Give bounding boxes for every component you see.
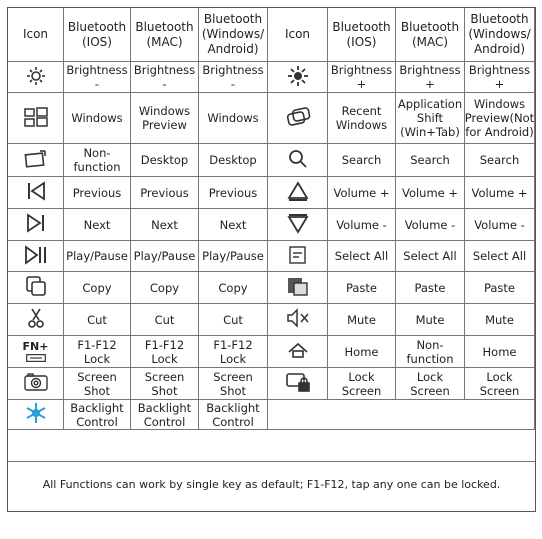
function-ios-cell: Windows bbox=[64, 93, 131, 144]
function-win-cell: Cut bbox=[199, 304, 268, 336]
function-win-cell: Volume + bbox=[465, 177, 535, 209]
function-mac-cell: Windows Preview bbox=[131, 93, 199, 144]
icon-cell bbox=[8, 272, 64, 304]
icon-cell bbox=[8, 336, 64, 368]
header-column-label: Bluetooth (Windows/ Android) bbox=[199, 8, 268, 62]
function-win-cell: Copy bbox=[199, 272, 268, 304]
function-win-cell: Backlight Control bbox=[199, 400, 268, 430]
function-mac-cell: Previous bbox=[131, 177, 199, 209]
icon-cell bbox=[268, 304, 328, 336]
function-mac-cell: Lock Screen bbox=[396, 368, 465, 400]
function-ios-cell: Volume + bbox=[328, 177, 396, 209]
function-ios-cell: Screen Shot bbox=[64, 368, 131, 400]
next-icon bbox=[23, 212, 49, 237]
function-mac-cell: Backlight Control bbox=[131, 400, 199, 430]
function-mac-cell: Screen Shot bbox=[131, 368, 199, 400]
function-ios-cell: Search bbox=[328, 144, 396, 177]
volume-up-icon bbox=[285, 180, 311, 205]
function-win-cell: Next bbox=[199, 209, 268, 241]
icon-cell bbox=[8, 400, 64, 430]
function-win-cell: Play/Pause bbox=[199, 241, 268, 272]
empty-cell bbox=[268, 400, 535, 430]
function-ios-cell: F1-F12 Lock bbox=[64, 336, 131, 368]
icon-cell bbox=[268, 336, 328, 368]
backlight-icon bbox=[23, 402, 49, 427]
function-mac-cell: Application Shift (Win+Tab) bbox=[396, 93, 465, 144]
header-column-label: Bluetooth (Windows/ Android) bbox=[465, 8, 535, 62]
function-mac-cell: Non- function bbox=[396, 336, 465, 368]
function-win-cell: Paste bbox=[465, 272, 535, 304]
function-key-table bbox=[7, 7, 536, 512]
function-win-cell: Windows bbox=[199, 93, 268, 144]
table-grid bbox=[8, 8, 535, 539]
function-mac-cell: Select All bbox=[396, 241, 465, 272]
function-ios-cell: Recent Windows bbox=[328, 93, 396, 144]
function-ios-cell: Lock Screen bbox=[328, 368, 396, 400]
function-win-cell: Mute bbox=[465, 304, 535, 336]
recent-windows-icon bbox=[285, 106, 311, 131]
function-mac-cell: Search bbox=[396, 144, 465, 177]
function-mac-cell: Paste bbox=[396, 272, 465, 304]
function-ios-cell: Non- function bbox=[64, 144, 131, 177]
icon-cell bbox=[268, 62, 328, 93]
icon-cell bbox=[268, 177, 328, 209]
function-mac-cell: Play/Pause bbox=[131, 241, 199, 272]
function-win-cell: Screen Shot bbox=[199, 368, 268, 400]
function-ios-cell: Select All bbox=[328, 241, 396, 272]
function-win-cell: Lock Screen bbox=[465, 368, 535, 400]
icon-cell bbox=[268, 272, 328, 304]
function-ios-cell: Previous bbox=[64, 177, 131, 209]
volume-down-icon bbox=[285, 212, 311, 237]
icon-cell bbox=[8, 144, 64, 177]
icon-cell bbox=[268, 93, 328, 144]
header-column-label: Bluetooth (MAC) bbox=[131, 8, 199, 62]
copy-icon bbox=[23, 275, 49, 300]
paste-icon bbox=[285, 275, 311, 300]
function-ios-cell: Mute bbox=[328, 304, 396, 336]
function-mac-cell: Desktop bbox=[131, 144, 199, 177]
screenshot-icon bbox=[23, 371, 49, 396]
function-ios-cell: Brightness + bbox=[328, 62, 396, 93]
function-win-cell: F1-F12 Lock bbox=[199, 336, 268, 368]
header-icon-label: Icon bbox=[8, 8, 64, 62]
function-win-cell: Windows Preview(Not for Android) bbox=[465, 93, 535, 144]
function-ios-cell: Paste bbox=[328, 272, 396, 304]
header-icon-label: Icon bbox=[268, 8, 328, 62]
function-win-cell: Volume - bbox=[465, 209, 535, 241]
search-icon bbox=[285, 148, 311, 173]
function-mac-cell: Copy bbox=[131, 272, 199, 304]
function-ios-cell: Home bbox=[328, 336, 396, 368]
blank-row bbox=[8, 430, 535, 462]
function-mac-cell: Brightness - bbox=[131, 62, 199, 93]
header-column-label: Bluetooth (IOS) bbox=[328, 8, 396, 62]
brightness-up-icon bbox=[285, 65, 311, 90]
function-mac-cell: Mute bbox=[396, 304, 465, 336]
function-win-cell: Desktop bbox=[199, 144, 268, 177]
lock-screen-icon bbox=[285, 371, 311, 396]
function-win-cell: Brightness + bbox=[465, 62, 535, 93]
brightness-down-icon bbox=[23, 65, 49, 90]
previous-icon bbox=[23, 180, 49, 205]
function-ios-cell: Next bbox=[64, 209, 131, 241]
desktop-icon bbox=[23, 148, 49, 173]
icon-cell bbox=[8, 93, 64, 144]
footer-note: All Functions can work by single key as default; F1-F12, tap any one can be locked. bbox=[42, 478, 501, 491]
select-all-icon bbox=[285, 244, 311, 269]
function-win-cell: Search bbox=[465, 144, 535, 177]
function-ios-cell: Volume - bbox=[328, 209, 396, 241]
icon-cell bbox=[268, 368, 328, 400]
play-pause-icon bbox=[23, 244, 49, 269]
function-ios-cell: Play/Pause bbox=[64, 241, 131, 272]
fn-lock-icon bbox=[23, 341, 49, 363]
mute-icon bbox=[285, 307, 311, 332]
function-mac-cell: Volume - bbox=[396, 209, 465, 241]
fn-label: FN+ bbox=[22, 339, 49, 353]
icon-cell bbox=[8, 241, 64, 272]
function-win-cell: Previous bbox=[199, 177, 268, 209]
function-ios-cell: Backlight Control bbox=[64, 400, 131, 430]
home-icon bbox=[285, 339, 311, 364]
function-win-cell: Select All bbox=[465, 241, 535, 272]
function-mac-cell: Volume + bbox=[396, 177, 465, 209]
icon-cell bbox=[268, 241, 328, 272]
icon-cell bbox=[8, 304, 64, 336]
function-win-cell: Brightness - bbox=[199, 62, 268, 93]
function-mac-cell: Next bbox=[131, 209, 199, 241]
cut-icon bbox=[23, 307, 49, 332]
icon-cell bbox=[268, 144, 328, 177]
header-column-label: Bluetooth (IOS) bbox=[64, 8, 131, 62]
header-column-label: Bluetooth (MAC) bbox=[396, 8, 465, 62]
function-win-cell: Home bbox=[465, 336, 535, 368]
function-ios-cell: Copy bbox=[64, 272, 131, 304]
function-ios-cell: Cut bbox=[64, 304, 131, 336]
icon-cell bbox=[8, 368, 64, 400]
function-mac-cell: Brightness + bbox=[396, 62, 465, 93]
windows-icon bbox=[23, 106, 49, 131]
function-ios-cell: Brightness - bbox=[64, 62, 131, 93]
icon-cell bbox=[8, 177, 64, 209]
function-mac-cell: F1-F12 Lock bbox=[131, 336, 199, 368]
icon-cell bbox=[8, 62, 64, 93]
function-mac-cell: Cut bbox=[131, 304, 199, 336]
icon-cell bbox=[8, 209, 64, 241]
icon-cell bbox=[268, 209, 328, 241]
